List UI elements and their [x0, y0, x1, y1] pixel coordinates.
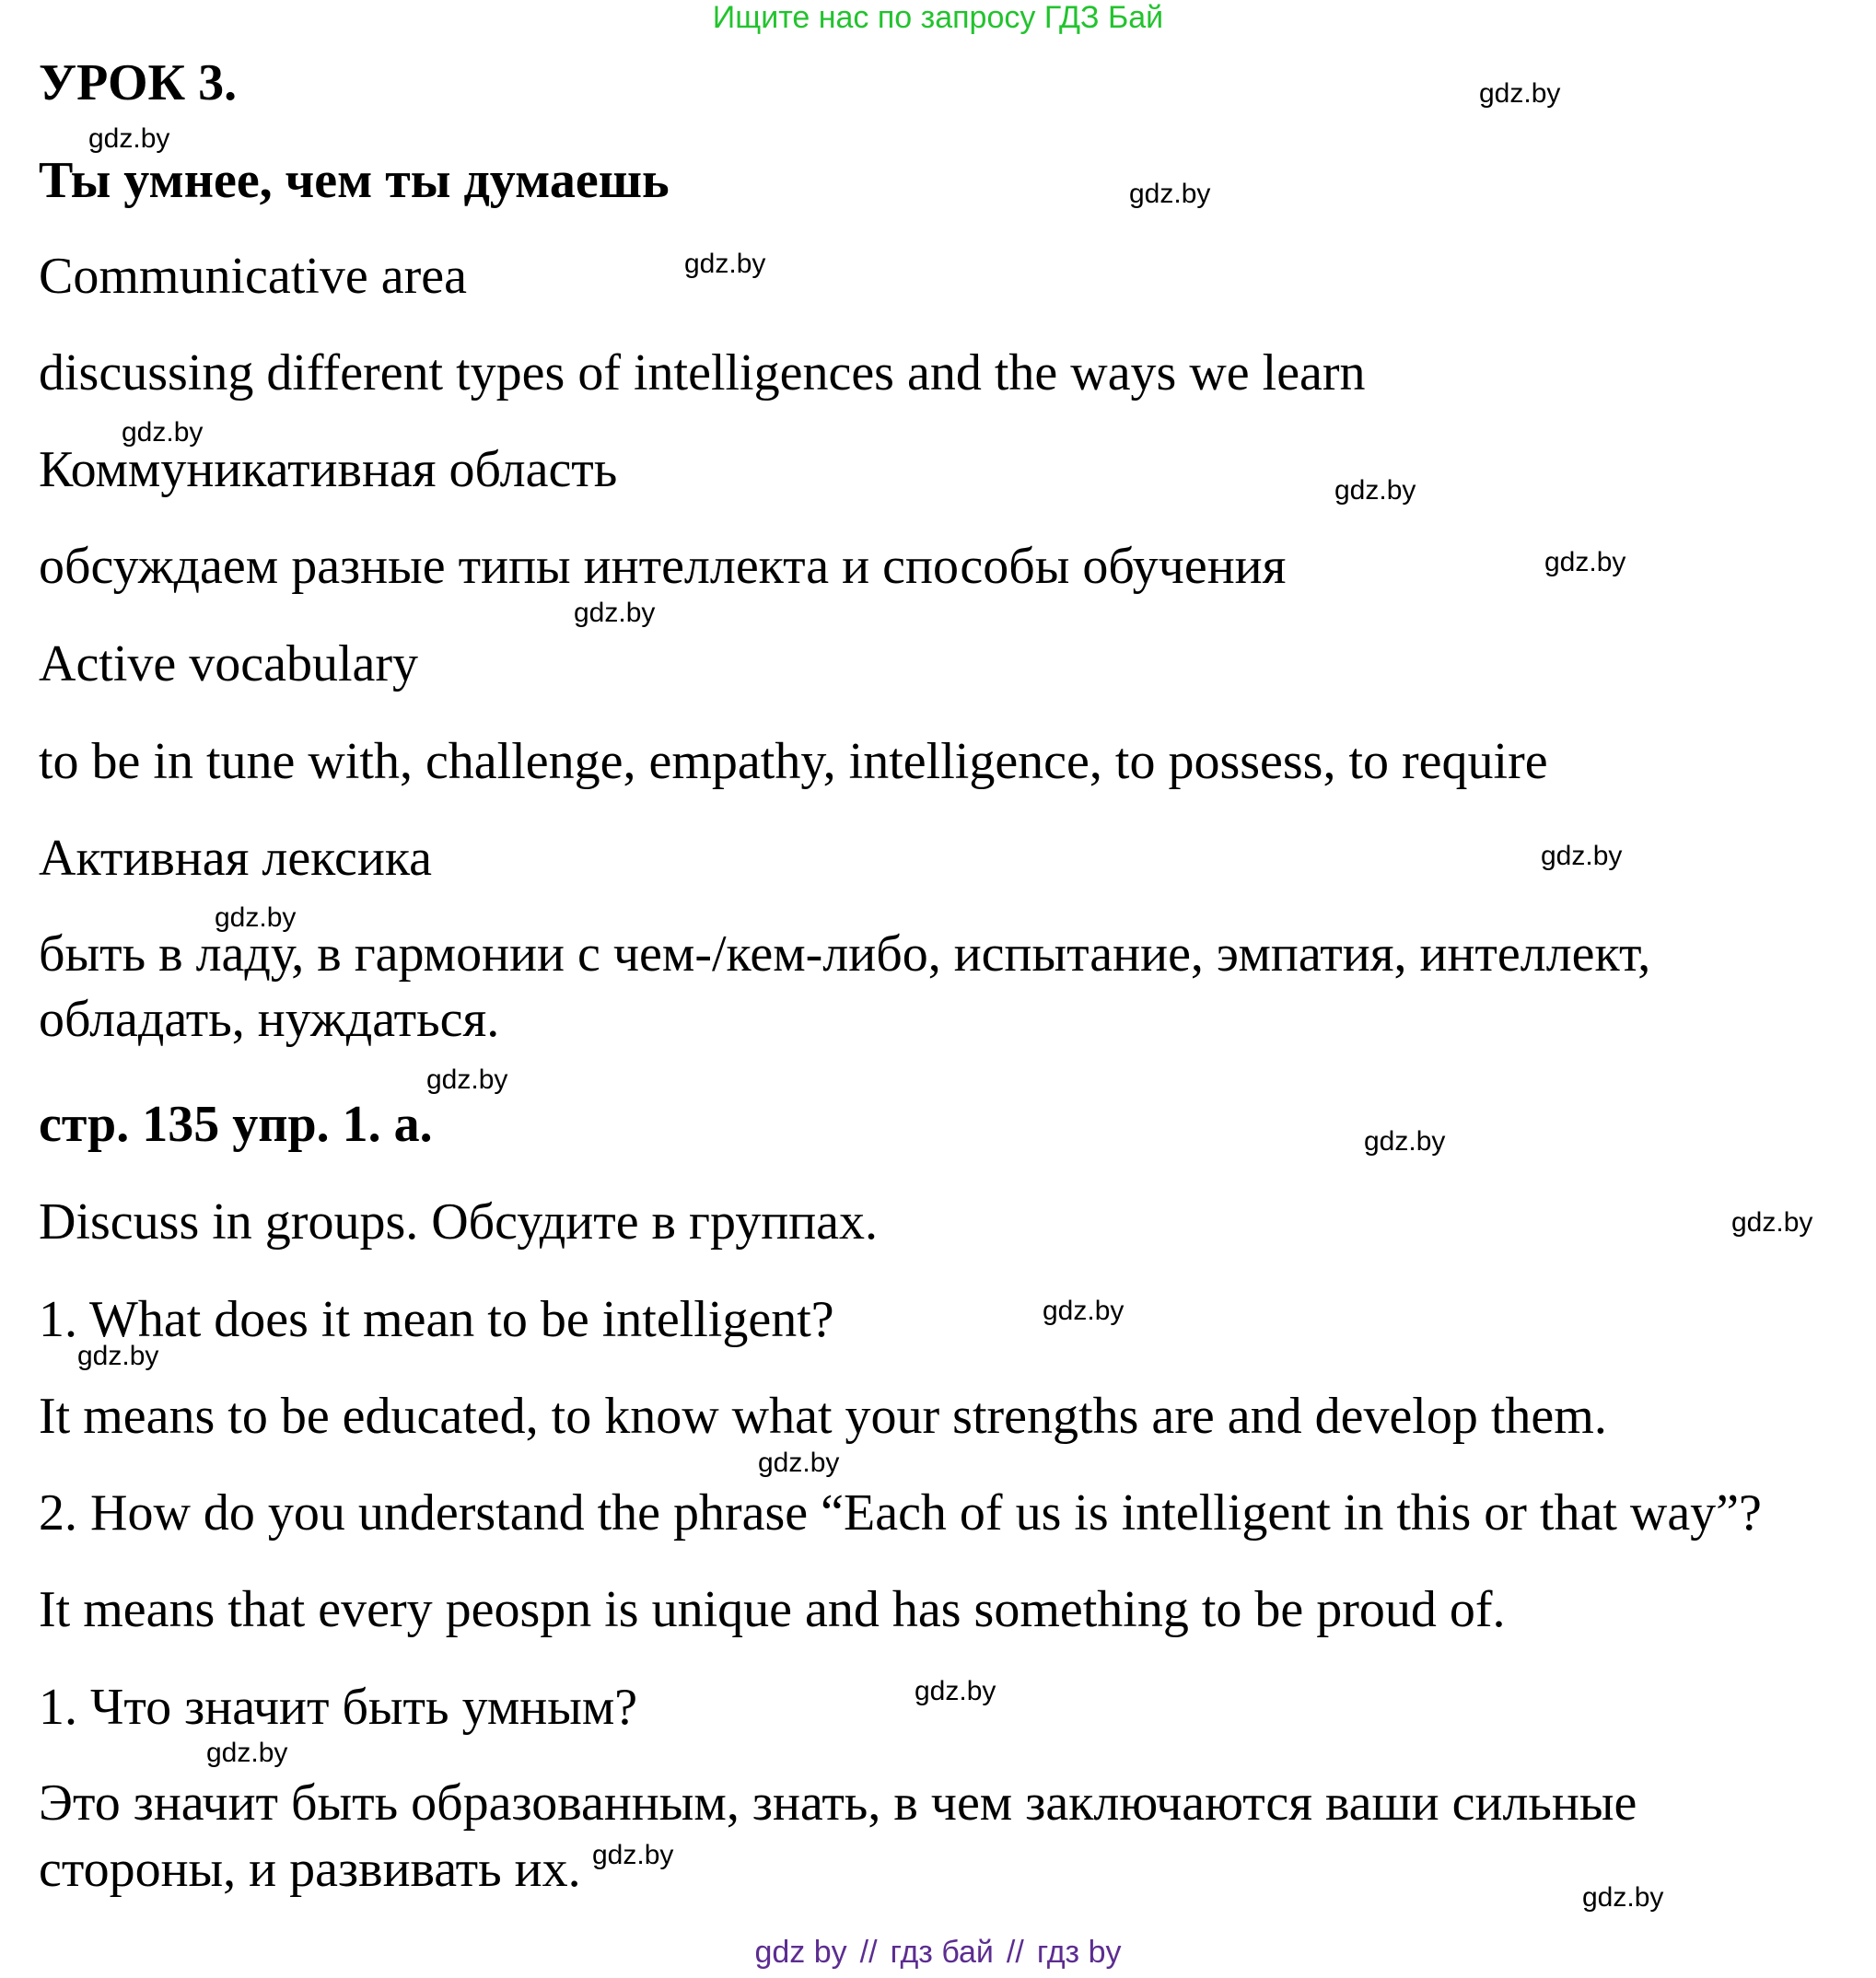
watermark: gdz.by [1043, 1296, 1124, 1326]
footer-separator: // [859, 1935, 878, 1970]
top-banner: Ищите нас по запросу ГДЗ Бай [712, 0, 1164, 35]
question-1-ru: 1. Что значит быть умным? [39, 1679, 638, 1736]
communicative-area-en-label: Communicative area [39, 248, 467, 305]
watermark: gdz.by [77, 1341, 159, 1371]
watermark: gdz.by [1544, 547, 1626, 577]
watermark: gdz.by [1364, 1126, 1446, 1157]
lesson-title: Ты умнее, чем ты думаешь [39, 152, 670, 209]
answer-1-ru-line-1: Это значит быть образованным, знать, в чем заключаются ваши сильные [39, 1774, 1637, 1832]
watermark: gdz.by [215, 902, 297, 933]
footer-link-gdz-bai[interactable]: гдз бай [890, 1935, 994, 1970]
active-vocabulary-en-label: Active vocabulary [39, 635, 419, 692]
active-vocabulary-ru-text-2: обладать, нуждаться. [39, 991, 500, 1048]
footer-links [0, 1934, 1876, 1971]
footer-separator: // [1006, 1935, 1024, 1970]
active-vocabulary-ru-text-1: быть в ладу, в гармонии с чем-/кем-либо, испытание, эмпатия, интеллект, [39, 925, 1651, 983]
active-vocabulary-ru-label: Активная лексика [39, 830, 433, 887]
communicative-area-en-text: discussing different types of intelligences and the ways we learn [39, 344, 1366, 401]
watermark: gdz.by [592, 1840, 674, 1870]
footer-link-gdz-by[interactable]: gdz by [754, 1935, 847, 1970]
answer-1-ru-line-2: стороны, и развивать их. [39, 1841, 581, 1898]
active-vocabulary-en-text: to be in tune with, challenge, empathy, intelligence, to possess, to require [39, 733, 1548, 790]
watermark: gdz.by [122, 417, 204, 448]
watermark: gdz.by [206, 1738, 288, 1768]
watermark: gdz.by [1479, 78, 1561, 109]
watermark: gdz.by [1541, 841, 1623, 871]
communicative-area-ru-label: Коммуникативная область [39, 441, 618, 498]
answer-2-en: It means that every peospn is unique and has something to be proud of. [39, 1581, 1506, 1638]
watermark: gdz.by [574, 598, 656, 628]
watermark: gdz.by [684, 249, 766, 279]
task-instruction: Discuss in groups. Обсудите в группах. [39, 1193, 879, 1251]
watermark: gdz.by [758, 1448, 840, 1478]
watermark: gdz.by [1334, 475, 1416, 506]
communicative-area-ru-text: обсуждаем разные типы интеллекта и способы обучения [39, 538, 1287, 595]
watermark: gdz.by [1129, 179, 1211, 209]
watermark: gdz.by [88, 123, 170, 154]
footer-link-gdz-by-ru[interactable]: гдз by [1036, 1935, 1122, 1970]
watermark: gdz.by [915, 1676, 996, 1706]
watermark: gdz.by [426, 1065, 508, 1095]
question-1-en: 1. What does it mean to be intelligent? [39, 1291, 834, 1348]
answer-1-en: It means to be educated, to know what your strengths are and develop them. [39, 1388, 1607, 1445]
watermark: gdz.by [1731, 1207, 1813, 1238]
lesson-number: УРОК 3. [39, 54, 238, 111]
watermark: gdz.by [1582, 1882, 1664, 1913]
question-2-en: 2. How do you understand the phrase “Each of us is intelligent in this or that way”? [39, 1484, 1762, 1542]
exercise-heading: стр. 135 упр. 1. а. [39, 1096, 433, 1153]
